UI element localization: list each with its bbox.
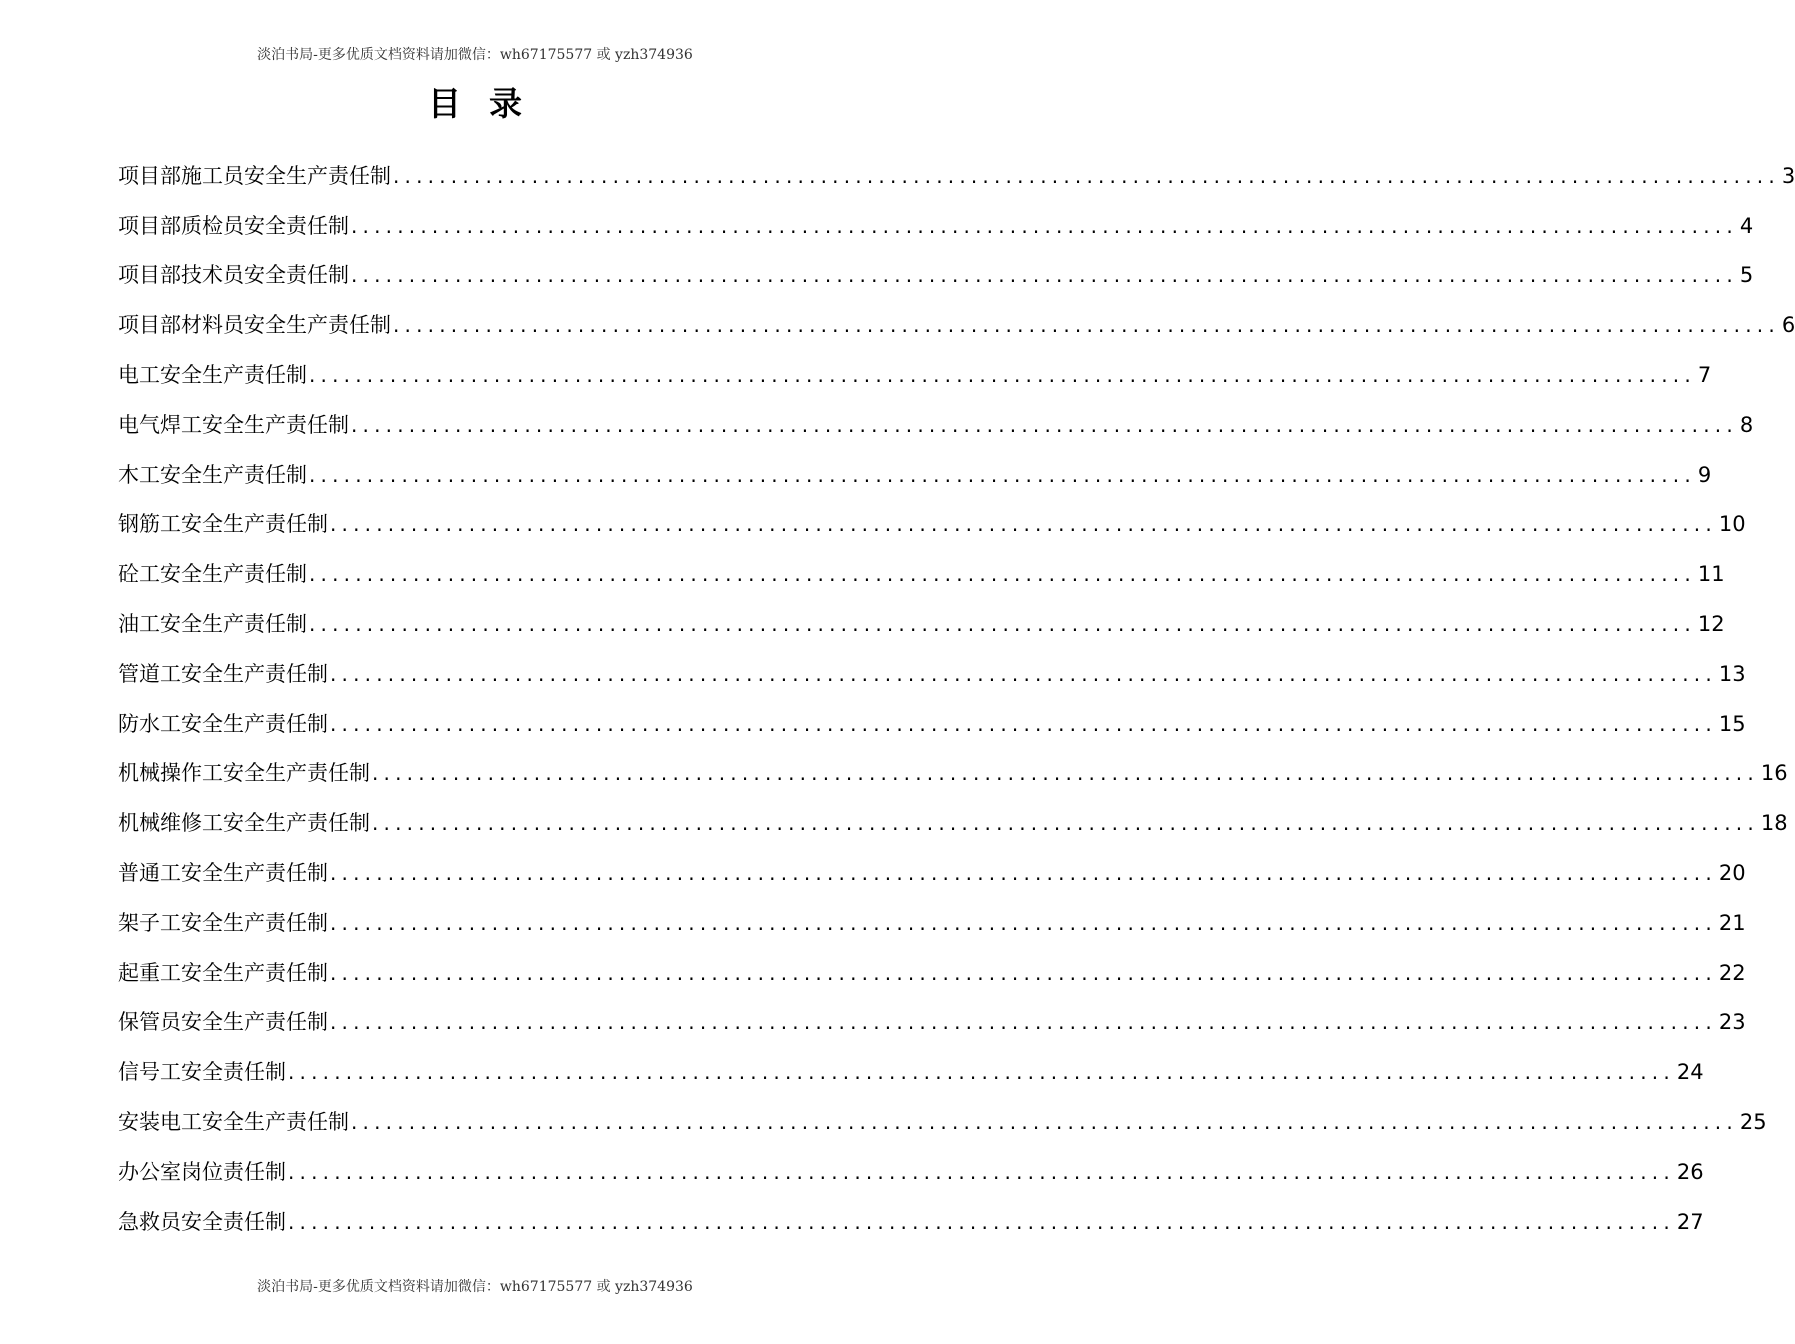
toc-entry-label: 项目部质检员安全责任制 [118,213,349,238]
toc-entry-page: 26 [1676,1159,1704,1184]
toc-entry-label: 机械维修工安全生产责任制 [118,811,370,836]
toc-dot-leader: ........................................................................................................................ [309,611,1696,636]
toc-entry[interactable] [118,146,1795,196]
toc-entry-page: 9 [1697,462,1712,487]
toc-dot-leader: ........................................................................................................................ [309,362,1696,387]
toc-dot-leader: ........................................................................................................................ [330,711,1717,736]
toc-entry[interactable] [118,395,1754,445]
toc-dot-leader: ........................................................................................................................ [330,860,1717,885]
toc-entry[interactable] [118,793,1788,843]
toc-entry[interactable] [118,694,1746,744]
toc-dot-leader: ........................................................................................................................ [330,661,1717,686]
toc-entry[interactable] [118,1142,1704,1192]
toc-entry[interactable] [118,544,1725,594]
toc-dot-leader: ........................................................................................................................ [393,163,1780,188]
toc-entry-label: 安装电工安全生产责任制 [118,1109,349,1134]
toc-dot-leader: ........................................................................................................................ [372,761,1759,786]
toc-dot-leader: ........................................................................................................................ [309,562,1696,587]
toc-entry[interactable] [118,345,1712,395]
toc-entry[interactable] [118,594,1725,644]
toc-entry-label: 机械操作工安全生产责任制 [118,761,370,786]
toc-entry[interactable] [118,445,1712,495]
toc-entry-page: 13 [1718,661,1746,686]
toc-entry-label: 架子工安全生产责任制 [118,910,328,935]
toc-entry[interactable] [118,1192,1704,1242]
toc-entry-label: 办公室岗位责任制 [118,1159,286,1184]
page-header: 淡泊书局-更多优质文档资料请加微信：wh67175577 或 yzh374936 [257,47,693,63]
toc-dot-leader: ........................................................................................................................ [393,313,1780,338]
toc-dot-leader: ........................................................................................................................ [288,1159,1675,1184]
toc-entry-page: 24 [1676,1060,1704,1085]
toc-entry-label: 电气焊工安全生产责任制 [118,412,349,437]
toc-entry[interactable] [118,893,1746,943]
toc-entry-label: 木工安全生产责任制 [118,462,307,487]
toc-entry-page: 11 [1697,562,1725,587]
toc-entry-page: 3 [1781,163,1795,188]
toc-entry[interactable] [118,196,1754,246]
toc-entry-label: 急救员安全责任制 [118,1209,286,1234]
toc-entry[interactable] [118,943,1746,993]
toc-entry-label: 普通工安全生产责任制 [118,860,328,885]
toc-entry[interactable] [118,843,1746,893]
toc-entry-page: 16 [1760,761,1788,786]
toc-dot-leader: ........................................................................................................................ [330,960,1717,985]
toc-entry-page: 15 [1718,711,1746,736]
toc-entry-label: 钢筋工安全生产责任制 [118,512,328,537]
toc-entry-label: 信号工安全责任制 [118,1060,286,1085]
toc-entry-label: 砼工安全生产责任制 [118,562,307,587]
toc-entry-page: 20 [1718,860,1746,885]
toc-entry-page: 27 [1676,1209,1704,1234]
toc-dot-leader: ........................................................................................................................ [330,910,1717,935]
toc-dot-leader: ........................................................................................................................ [330,1010,1717,1035]
toc-dot-leader: ........................................................................................................................ [309,462,1696,487]
toc-entry-page: 18 [1760,811,1788,836]
toc-entry[interactable] [118,295,1795,345]
toc-entry-label: 项目部材料员安全生产责任制 [118,313,391,338]
toc-entry-page: 10 [1718,512,1746,537]
toc-entry-page: 23 [1718,1010,1746,1035]
toc-entry[interactable] [118,1092,1767,1142]
toc-entry-label: 项目部技术员安全责任制 [118,263,349,288]
toc-dot-leader: ........................................................................................................................ [351,263,1738,288]
toc-entry[interactable] [118,246,1754,296]
toc-entry-page: 4 [1739,213,1754,238]
toc-entry[interactable] [118,644,1746,694]
toc-entry[interactable] [118,1042,1704,1092]
toc-entry-page: 6 [1781,313,1795,338]
toc-dot-leader: ........................................................................................................................ [351,1109,1738,1134]
toc-dot-leader: ........................................................................................................................ [351,213,1738,238]
toc-entry-page: 7 [1697,362,1712,387]
toc-entry-label: 起重工安全生产责任制 [118,960,328,985]
toc-entry-page: 25 [1739,1109,1767,1134]
toc-entry-label: 防水工安全生产责任制 [118,711,328,736]
toc-entry-label: 保管员安全生产责任制 [118,1010,328,1035]
toc-dot-leader: ........................................................................................................................ [372,811,1759,836]
toc-entry-label: 项目部施工员安全生产责任制 [118,163,391,188]
toc-dot-leader: ........................................................................................................................ [330,512,1717,537]
toc-entry-page: 12 [1697,611,1725,636]
toc-dot-leader: ........................................................................................................................ [288,1060,1675,1085]
toc-entry[interactable] [118,744,1788,794]
toc-entry[interactable] [118,495,1746,545]
toc-dot-leader: ........................................................................................................................ [351,412,1738,437]
toc-entry-page: 5 [1739,263,1754,288]
toc-entry[interactable] [118,993,1746,1043]
toc-entry-page: 21 [1718,910,1746,935]
toc-title: 目录 [428,84,550,123]
toc-entry-label: 电工安全生产责任制 [118,362,307,387]
toc-list [118,146,1795,1242]
toc-entry-page: 22 [1718,960,1746,985]
toc-dot-leader: ........................................................................................................................ [288,1209,1675,1234]
toc-entry-label: 油工安全生产责任制 [118,611,307,636]
toc-entry-page: 8 [1739,412,1754,437]
toc-entry-label: 管道工安全生产责任制 [118,661,328,686]
page-footer: 淡泊书局-更多优质文档资料请加微信：wh67175577 或 yzh374936 [257,1279,693,1295]
